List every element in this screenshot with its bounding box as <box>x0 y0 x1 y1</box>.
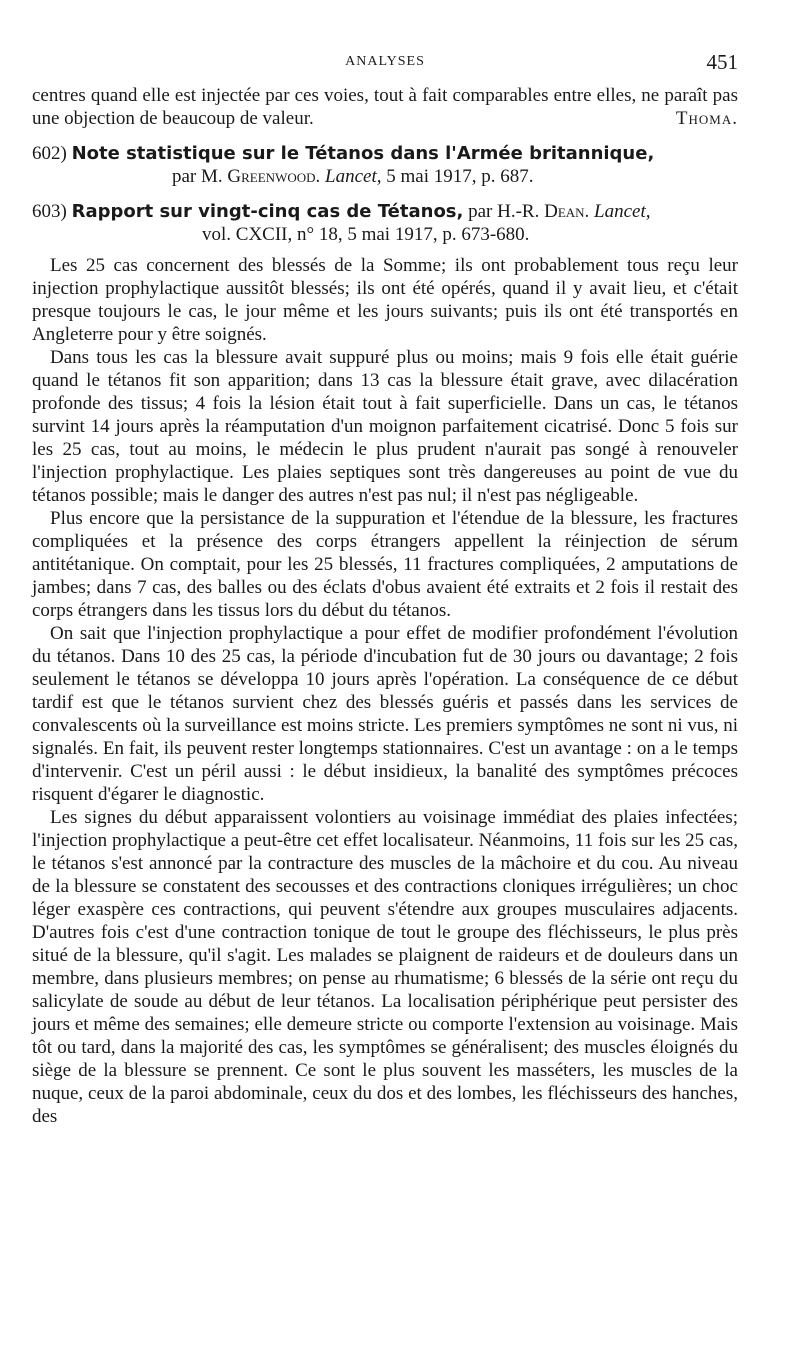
entry-by: par H.-R. <box>468 201 540 222</box>
intro-author: Thoma. <box>675 108 738 129</box>
entry-number: 603) <box>32 201 67 222</box>
running-head-title: ANALYSES <box>345 54 425 69</box>
body-paragraph-4: On sait que l'injection prophylactique a pour effet de modifier profondément l'évolution du tétanos. Dans 10 des 25 cas, la période d'incubation fut de 30 jours ou davantage; 2 fois seulement le tétanos se développa 10 jours après l'opération. La conséquence de ce début tardif est que le tétanos survient chez des blessés guéris et passés dans les services de convalescents où la surveillance est moins stricte. Les premiers symptômes ne sont ni vus, ni signalés. En fait, ils peuvent rester longtemps stationnaires. C'est un avantage : on a le temps d'intervenir. C'est un péril aussi : le début insidieux, la banalité des symptômes précoces risquent d'égarer le diagnostic. <box>32 623 739 805</box>
intro-text: centres quand elle est injectée par ces voies, tout à fait comparables entre elles, ne paraît pas une objection de beaucoup de valeur. <box>32 85 738 129</box>
entry-author: Dean. <box>544 201 590 222</box>
entry-author: Greenwood. <box>227 166 321 187</box>
article-body <box>32 254 738 1128</box>
entry-citation: vol. CXCII, n° 18, 5 mai 1917, p. 673-680. <box>202 224 530 245</box>
entry-title: Rapport sur vingt-cinq cas de Tétanos, <box>71 201 464 222</box>
running-head <box>32 50 738 84</box>
intro-paragraph <box>32 84 738 130</box>
body-paragraph-1: Les 25 cas concernent des blessés de la Somme; ils ont probablement tous reçu leur injection prophylactique aussitôt blessés; ils ont été opérés, quand il y avait lieu, et c'était presque toujours le cas, le jour même et les jours suivants; puis ils ont été transportés en Angleterre pour y être soignés. <box>32 255 738 345</box>
entry-602 <box>32 142 738 188</box>
entry-by: par M. <box>172 166 223 187</box>
entry-citation: 5 mai 1917, p. 687. <box>386 166 534 187</box>
entry-journal: Lancet, <box>594 201 651 222</box>
page-number: 451 <box>706 50 738 74</box>
entry-number: 602) <box>32 143 67 164</box>
entry-603 <box>32 200 738 246</box>
body-paragraph-3: Plus encore que la persistance de la suppuration et l'étendue de la blessure, les fractures compliquées et la présence des corps étrangers appellent la réinjection de sérum antitétanique. On comptait, pour les 25 blessés, 11 fractures compliquées, 2 amputations de jambes; dans 7 cas, des balles ou des éclats d'obus avaient été extraits et 2 fois il restait des corps étrangers dans les tissus lors du début du tétanos. <box>32 508 738 621</box>
body-paragraph-5: Les signes du début apparaissent volontiers au voisinage immédiat des plaies infectées; l'injection prophylactique a peut-être cet effet localisateur. Néanmoins, 11 fois sur les 25 cas, le tétanos s'est annoncé par la contracture des muscles de la mâchoire et du cou. Au niveau de la blessure se constatent des secousses et des contractions cloniques irrégulières; un choc léger exaspère ces contractions, qui peuvent s'étendre aux groupes musculaires adjacents. D'autres fois c'est d'une contraction tonique de tout le groupe des fléchisseurs, le plus près situé de la blessure, qu'il s'agit. Les malades se plaignent de raideurs et de douleurs dans un membre, dans plusieurs membres; on pense au rhumatisme; 6 blessés de la série ont reçu du salicylate de soude au début de leur tétanos. La localisation périphérique peut persister des jours et même des semaines; elle demeure stricte ou comporte l'extension au voisinage. Mais tôt ou tard, dans la majorité des cas, les symptômes se généralisent; des muscles éloignés du siège de la blessure se prennent. Ce sont le plus souvent les masséters, les muscles de la nuque, ceux de la paroi abdominale, ceux du dos et des lombes, les fléchisseurs des hanches, des <box>32 807 738 1127</box>
page <box>32 50 738 1128</box>
entry-title: Note statistique sur le Tétanos dans l'Armée britannique, <box>71 143 655 164</box>
body-paragraph-2: Dans tous les cas la blessure avait suppuré plus ou moins; mais 9 fois elle était guérie quand le tétanos fit son apparition; dans 13 cas la blessure était grave, avec dilacération profonde des tissus; 4 fois la lésion était tout à fait superficielle. Dans un cas, le tétanos survint 14 jours après la réamputation d'un moignon parfaitement cicatrisé. Donc 5 fois sur les 25 cas, tout au moins, le médecin le plus prudent n'aurait pas songé à renouveler l'injection prophylactique. Les plaies septiques sont très dangereuses au point de vue du tétanos possible; mais le danger des autres n'est pas nul; il n'est pas négligeable. <box>32 347 738 506</box>
entry-journal: Lancet, <box>325 166 382 187</box>
